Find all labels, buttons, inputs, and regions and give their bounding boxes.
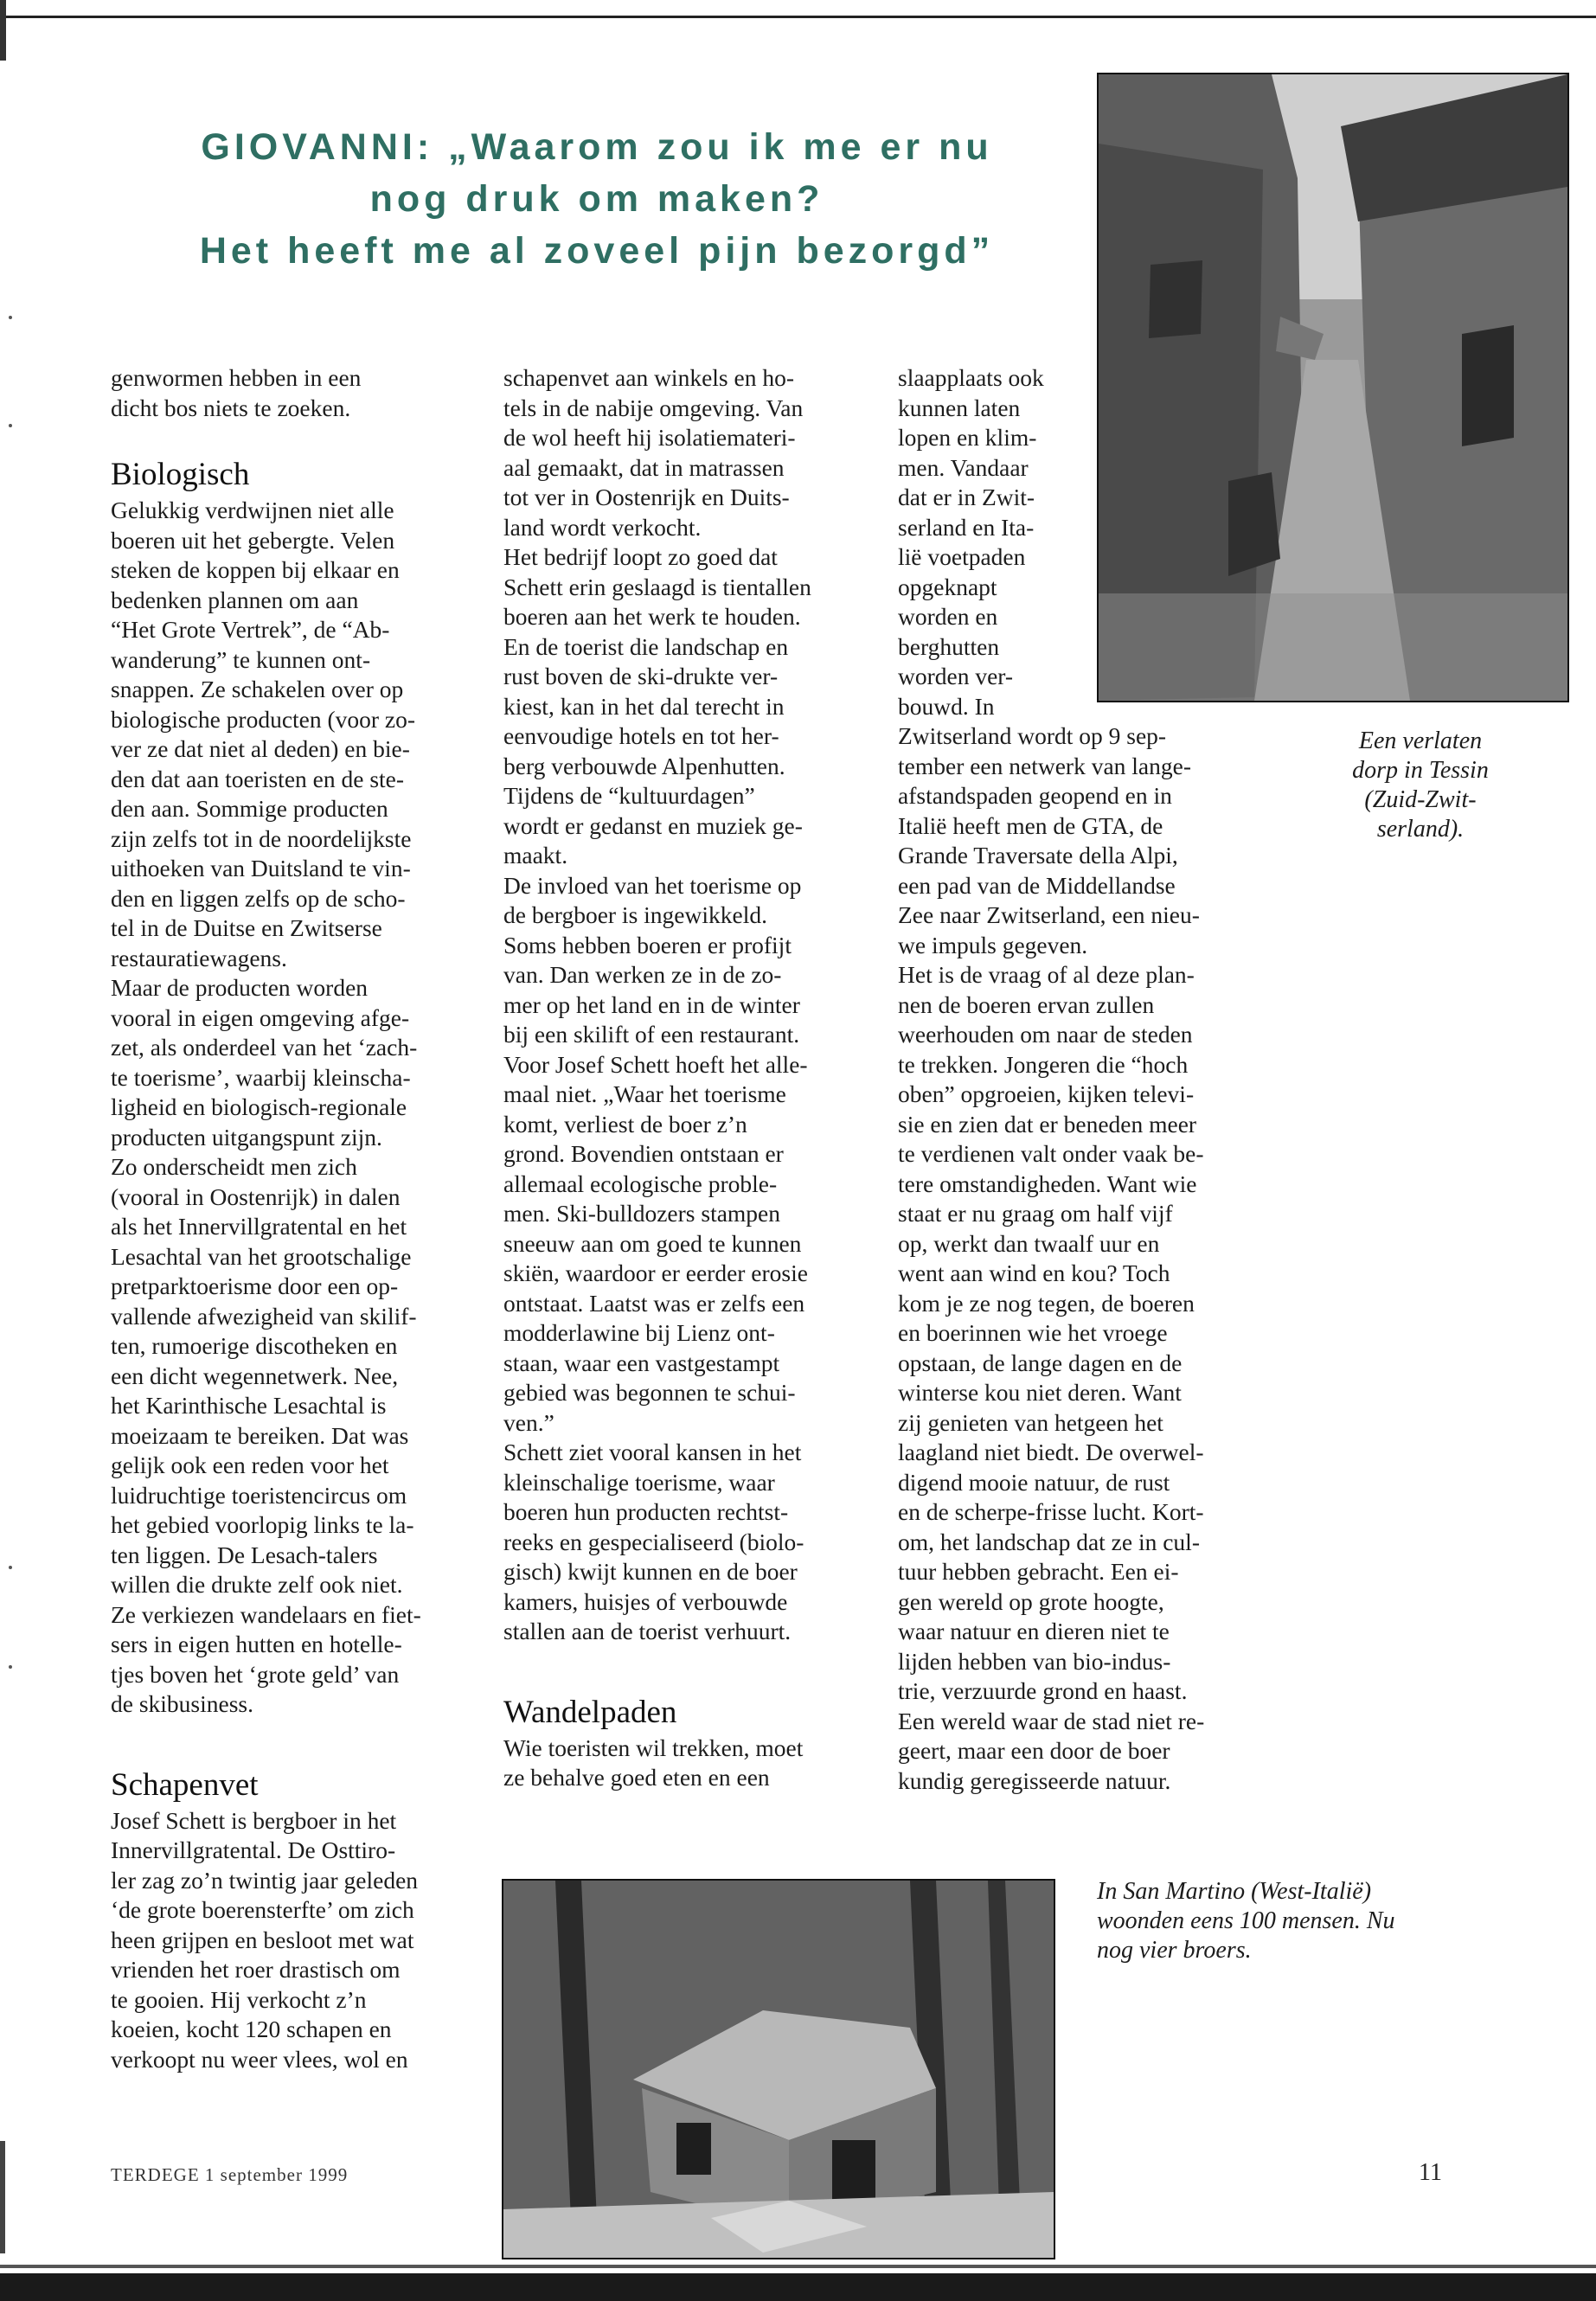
paragraph-line: tember een netwerk van lange- (898, 752, 1191, 779)
paragraph-line: oben” opgroeien, kijken televi- (898, 1080, 1195, 1107)
paragraph-line: tere omstandigheden. Want wie (898, 1170, 1197, 1197)
paragraph-line: op, werkt dan twaalf uur en (898, 1229, 1160, 1257)
paragraph-line: berg verbouwde Alpenhutten. (503, 752, 785, 779)
paragraph-line: kundig geregisseerde natuur. (898, 1766, 1171, 1794)
paragraph-line: vallende afwezigheid van skilif- (111, 1302, 417, 1330)
headline-line: GIOVANNI: „Waarom zou ik me er nu (201, 126, 993, 168)
paragraph-line: (vooral in Oostenrijk) in dalen (111, 1183, 401, 1210)
paragraph-line: kom je ze nog tegen, de boeren (898, 1289, 1195, 1317)
paragraph-line: stallen aan de toerist verhuurt. (503, 1618, 792, 1644)
paragraph-line: grond. Bovendien ontstaan er (503, 1140, 784, 1167)
paragraph-line: tels in de nabije omgeving. Van (503, 394, 804, 421)
scan-speck (9, 1566, 12, 1569)
paragraph-line: went aan wind en kou? Toch (898, 1259, 1170, 1286)
page-number: 11 (1419, 2159, 1442, 2186)
paragraph-line: Zee naar Zwitserland, een nieu- (898, 901, 1200, 928)
paragraph-line: biologische producten (voor zo- (111, 705, 416, 733)
paragraph-line: en de scherpe-frisse lucht. Kort- (898, 1498, 1204, 1525)
paragraph-line: Italië heeft men de GTA, de (898, 811, 1163, 839)
paragraph-line: berghutten (898, 632, 1000, 660)
paragraph-line: Schett erin geslaagd is tientallen (503, 573, 811, 600)
paragraph-line: lopen en klim- (898, 424, 1037, 451)
paragraph-line: Gelukkig verdwijnen niet alle (111, 497, 394, 523)
paragraph-line: steken de koppen bij elkaar en (111, 556, 400, 583)
paragraph-line: slaapplaats ook (898, 364, 1044, 391)
top-rule (0, 16, 1596, 18)
article-column-1 (111, 363, 474, 2074)
paragraph-line: te verdienen valt onder vaak be- (898, 1140, 1204, 1167)
paragraph-line: Maar de producten worden (111, 974, 369, 1001)
paragraph-line: pretparktoerisme door een op- (111, 1272, 399, 1299)
paragraph-line: worden en (898, 603, 998, 630)
paragraph-line: Een wereld waar de stad niet re- (898, 1707, 1205, 1734)
paragraph-line: ligheid en biologisch-regionale (111, 1093, 407, 1120)
paragraph-line: om, het landschap dat ze in cul- (898, 1528, 1200, 1555)
paragraph-line: ‘de grote boerensterfte’ om zich (111, 1896, 414, 1923)
paragraph-line: trie, verzuurde grond en haast. (898, 1677, 1188, 1704)
paragraph-line: staan, waar een vastgestampt (503, 1349, 780, 1376)
paragraph-line: de wol heeft hij isolatiemateri- (503, 424, 796, 451)
paragraph-line: willen die drukte zelf ook niet. (111, 1571, 403, 1598)
section-heading-wandelpaden: Wandelpaden (503, 1694, 677, 1730)
paragraph-line: Josef Schett is bergboer in het (111, 1806, 397, 1834)
caption-line: In San Martino (West-Italië) (1097, 1878, 1372, 1905)
paragraph-line: opgeknapt (898, 573, 997, 600)
bottom-rule (0, 2265, 1596, 2268)
paragraph-line: sie en zien dat er beneden meer (898, 1110, 1197, 1138)
paragraph-line: een dicht wegennetwerk. Nee, (111, 1362, 399, 1389)
section-heading-biologisch: Biologisch (111, 457, 250, 492)
paragraph-line: kiest, kan in het dal terecht in (503, 692, 785, 720)
paragraph-line: kamers, huisjes of verbouwde (503, 1587, 788, 1615)
paragraph-line: ze behalve goed eten en een (503, 1764, 770, 1791)
paragraph-line: van. Dan werken ze in de zo- (503, 961, 782, 988)
paragraph-line: men. Ski-bulldozers stampen (503, 1200, 781, 1227)
paragraph-line: En de toerist die landschap en (503, 632, 789, 660)
photo-caption-san-martino (1097, 1877, 1460, 1965)
paragraph-line: genwormen hebben in een (111, 364, 362, 391)
paragraph-line: maal niet. „Waar het toerisme (503, 1080, 786, 1107)
scan-edge-mark (0, 0, 6, 61)
paragraph-line: afstandspaden geopend en in (898, 782, 1172, 809)
paragraph-line: tjes boven het ‘grote geld’ van (111, 1660, 400, 1688)
paragraph-line: weerhouden om naar de steden (898, 1021, 1193, 1048)
paragraph-line: ler zag zo’n twintig jaar geleden (111, 1866, 419, 1894)
paragraph-line: snappen. Ze schakelen over op (111, 676, 404, 702)
paragraph-line: Wie toeristen wil trekken, moet (503, 1734, 804, 1761)
paragraph-line: boeren uit het gebergte. Velen (111, 526, 395, 554)
paragraph-line: het gebied voorlopig links te la- (111, 1511, 414, 1538)
paragraph-line: geert, maar een door de boer (898, 1737, 1170, 1764)
paragraph-line: zijn zelfs tot in de noordelijkste (111, 824, 412, 852)
paragraph-line: koeien, kocht 120 schapen en (111, 2016, 392, 2042)
paragraph-line: Zo onderscheidt men zich (111, 1153, 357, 1180)
paragraph-line: zij genieten van hetgeen het (898, 1408, 1163, 1436)
paragraph-line: Innervillgratental. De Osttiro- (111, 1836, 396, 1863)
paragraph-line: ten liggen. De Lesach-talers (111, 1541, 378, 1568)
paragraph-line: boeren aan het werk te houden. (503, 603, 801, 630)
paragraph-line: moeizaam te bereiken. Dat was (111, 1421, 409, 1449)
scan-edge-mark (0, 2141, 5, 2253)
paragraph-line: Grande Traversate della Alpi, (898, 842, 1178, 868)
paragraph-line: vooral in eigen omgeving afge- (111, 1003, 410, 1031)
paragraph-line: tuur hebben gebracht. Een ei- (898, 1558, 1179, 1585)
bottom-scan-edge (0, 2273, 1596, 2301)
paragraph-line: ten, rumoerige discotheken en (111, 1332, 398, 1359)
paragraph-line: den dat aan toeristen en de ste- (111, 765, 405, 792)
section-heading-schapenvet: Schapenvet (111, 1766, 259, 1803)
paragraph-line: gisch) kwijt kunnen en de boer (503, 1558, 798, 1585)
caption-line: nog vier broers. (1097, 1937, 1252, 1964)
headline-line: nog druk om maken? (369, 178, 824, 220)
paragraph-line: digend mooie natuur, de rust (898, 1468, 1170, 1496)
paragraph-line: dat er in Zwit- (898, 484, 1035, 510)
paragraph-line: tel in de Duitse en Zwitserse (111, 914, 382, 941)
paragraph-line: Zwitserland wordt op 9 sep- (898, 722, 1167, 749)
paragraph-line: Ze verkiezen wandelaars en fiet- (111, 1600, 421, 1628)
paragraph-line: maakt. (503, 842, 568, 868)
footer-publication: TERDEGE 1 september 1999 (111, 2164, 349, 2185)
article-headline (121, 121, 1073, 277)
paragraph-line: Lesachtal van het grootschalige (111, 1242, 412, 1270)
paragraph-line: tot ver in Oostenrijk en Duits- (503, 484, 790, 510)
paragraph-line: bij een skilift of een restaurant. (503, 1021, 800, 1048)
paragraph-line: nen de boeren ervan zullen (898, 990, 1155, 1018)
paragraph-line: ontstaat. Laatst was er zelfs een (503, 1289, 805, 1317)
paragraph-line: staat er nu graag om half vijf (898, 1200, 1173, 1227)
paragraph-line: mer op het land en in de winter (503, 990, 800, 1018)
paragraph-line: als het Innervillgratental en het (111, 1213, 407, 1240)
paragraph-line: verkoopt nu weer vlees, wol en (111, 2045, 408, 2073)
paragraph-line: Soms hebben boeren er profijt (503, 931, 792, 958)
paragraph-line: Voor Josef Schett hoeft het alle- (503, 1050, 808, 1078)
paragraph-line: zet, als onderdeel van het ‘zach- (111, 1034, 418, 1061)
headline-line: Het heeft me al zoveel pijn bezorgd” (199, 230, 995, 272)
paragraph-line: sneeuw aan om goed te kunnen (503, 1229, 802, 1257)
paragraph-line: bouwd. In (898, 692, 995, 720)
paragraph-line: producten uitgangspunt zijn. (111, 1123, 382, 1150)
paragraph-line: serland en Ita- (898, 513, 1035, 541)
paragraph-line: dicht bos niets te zoeken. (111, 394, 351, 421)
paragraph-line: Schett ziet vooral kansen in het (503, 1439, 802, 1465)
paragraph-line: kleinschalige toerisme, waar (503, 1468, 775, 1496)
paragraph-line: lië voetpaden (898, 543, 1026, 570)
paragraph-line: vrienden het roer drastisch om (111, 1956, 401, 1983)
paragraph-line: worden ver- (898, 663, 1014, 689)
paragraph-line: den aan. Sommige producten (111, 795, 388, 822)
paragraph-line: de bergboer is ingewikkeld. (503, 901, 767, 928)
paragraph-line: een pad van de Middellandse (898, 871, 1176, 899)
paragraph-line: rust boven de ski-drukte ver- (503, 663, 779, 689)
paragraph-line: luidruchtige toeristencircus om (111, 1481, 407, 1509)
paragraph-line: allemaal ecologische proble- (503, 1170, 778, 1197)
caption-line: dorp in Tessin (1352, 757, 1489, 784)
paragraph-line: en boerinnen wie het vroege (898, 1319, 1168, 1346)
article-column-3 (898, 363, 1261, 1796)
paragraph-line: te gooien. Hij verkocht z’n (111, 1985, 367, 2013)
paragraph-line: modderlawine bij Lienz ont- (503, 1319, 775, 1346)
paragraph-line: gebied was begonnen te schui- (503, 1379, 796, 1406)
caption-line: woonden eens 100 mensen. Nu (1097, 1907, 1395, 1934)
paragraph-line: De invloed van het toerisme op (503, 871, 802, 899)
paragraph-line: land wordt verkocht. (503, 513, 702, 541)
paragraph-line: eenvoudige hotels en tot her- (503, 722, 779, 749)
paragraph-line: bedenken plannen om aan (111, 586, 359, 613)
paragraph-line: waar natuur en dieren niet te (898, 1618, 1170, 1644)
caption-line: serland). (1376, 816, 1465, 843)
photo-stone-house (502, 1879, 1055, 2259)
paragraph-line: lijden hebben van bio-indus- (898, 1647, 1171, 1675)
paragraph-line: reeks en gespecialiseerd (biolo- (503, 1528, 804, 1555)
paragraph-line: te toerisme’, waarbij kleinscha- (111, 1063, 411, 1091)
photo-caption-village (1291, 727, 1550, 844)
paragraph-line: men. Vandaar (898, 453, 1029, 481)
paragraph-line: sers in eigen hutten en hotelle- (111, 1631, 402, 1657)
paragraph-line: komt, verliest de boer z’n (503, 1110, 747, 1138)
paragraph-line: uithoeken van Duitsland te vin- (111, 855, 411, 881)
paragraph-line: laagland niet biedt. De overwel- (898, 1439, 1204, 1465)
paragraph-line: Het bedrijf loopt zo goed dat (503, 543, 778, 570)
paragraph-line: restauratiewagens. (111, 944, 287, 971)
paragraph-line: skiën, waardoor er eerder erosie (503, 1259, 808, 1286)
paragraph-line: de skibusiness. (111, 1690, 253, 1717)
article-column-2 (503, 363, 865, 1793)
scan-speck (9, 1665, 12, 1669)
paragraph-line: Het is de vraag of al deze plan- (898, 961, 1195, 988)
paragraph-line: Tijdens de “kultuurdagen” (503, 782, 755, 809)
paragraph-line: winterse kou niet deren. Want (898, 1379, 1182, 1406)
paragraph-line: aal gemaakt, dat in matrassen (503, 453, 785, 481)
paragraph-line: schapenvet aan winkels en ho- (503, 364, 794, 391)
paragraph-line: heen grijpen en besloot met wat (111, 1926, 414, 1953)
paragraph-line: kunnen laten (898, 394, 1021, 421)
paragraph-line: “Het Grote Vertrek”, de “Ab- (111, 616, 390, 643)
paragraph-line: wordt er gedanst en muziek ge- (503, 811, 803, 839)
paragraph-line: gen wereld op grote hoogte, (898, 1587, 1164, 1615)
paragraph-line: ven.” (503, 1408, 554, 1436)
stone-house-illustration (503, 1881, 1054, 2258)
paragraph-line: te trekken. Jongeren die “hoch (898, 1050, 1189, 1078)
paragraph-line: het Karinthische Lesachtal is (111, 1392, 387, 1419)
scan-speck (9, 424, 12, 427)
paragraph-line: we impuls gegeven. (898, 931, 1088, 958)
scan-speck (9, 316, 12, 319)
paragraph-line: wanderung” te kunnen ont- (111, 645, 371, 673)
paragraph-line: boeren hun producten rechtst- (503, 1498, 789, 1525)
paragraph-line: opstaan, de lange dagen en de (898, 1349, 1183, 1376)
paragraph-line: den en liggen zelfs op de scho- (111, 884, 406, 912)
paragraph-line: ver ze dat niet al deden) en bie- (111, 735, 410, 762)
caption-line: (Zuid-Zwit- (1364, 786, 1477, 813)
paragraph-line: gelijk ook een reden voor het (111, 1452, 389, 1478)
caption-line: Een verlaten (1358, 727, 1483, 754)
